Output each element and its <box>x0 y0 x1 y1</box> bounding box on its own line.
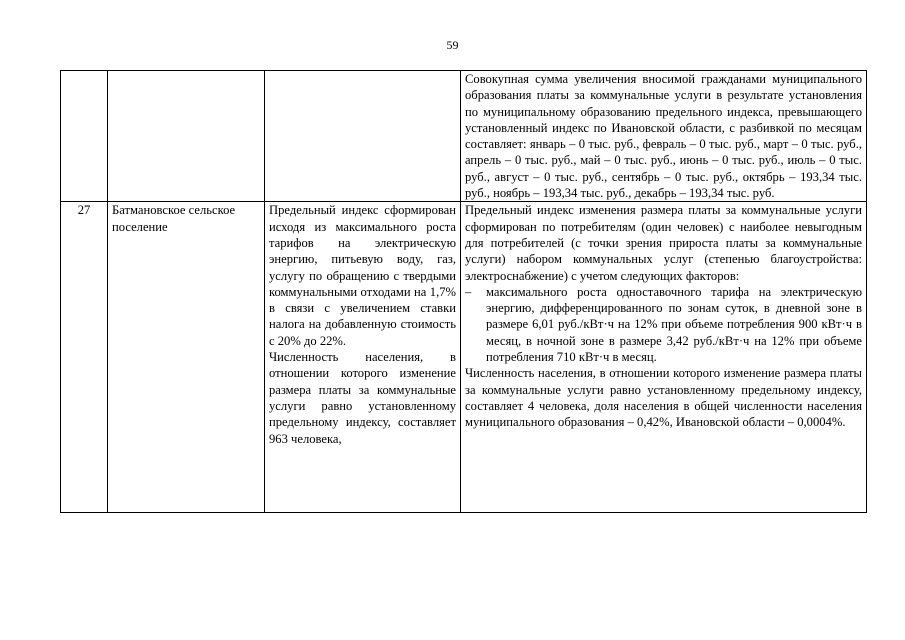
list-item-text: максимального роста одноставочного тарифа на электрическую энергию, дифференцированного по зонам суток, в дневной зоне в размере 6,01 руб./кВт·ч на 12% при объеме потребления 900 кВт·ч в месяц, в ночной зоне в размере 3,42 руб./кВт·ч на 12% при объеме потребления 710 кВт·ч в месяц. <box>486 284 862 365</box>
cell-description <box>461 71 867 202</box>
monthly-increase-paragraph: Совокупная сумма увеличения вносимой гражданами муниципального образования платы за коммунальные услуги в результате установления по муниципальному образованию предельного индекса, превышающего установленный индекс по Ивановской области, с разбивкой по месяцам составляет: январь – 0 тыс. руб., февраль – 0 тыс. руб., март – 0 тыс. руб., апрель – 0 тыс. руб., май – 0 тыс. руб., июнь – 0 тыс. руб., июль – 0 тыс. руб., август – 0 тыс. руб., сентябрь – 0 тыс. руб., октябрь – 193,34 тыс. руб., ноябрь – 193,34 тыс. руб., декабрь – 193,34 тыс. руб. <box>465 72 862 201</box>
page-number: 59 <box>446 38 459 52</box>
list-item <box>465 284 862 365</box>
factors-list <box>465 284 862 365</box>
list-dash: – <box>465 284 472 299</box>
municipal-index-table <box>60 70 867 513</box>
population-paragraph: Численность населения, в отношении которого изменение размера платы за коммунальные услуги равно установленному предельному индексу, составляет 963 человека, <box>269 350 456 446</box>
table-row-27 <box>61 202 867 513</box>
table-row-continuation <box>61 71 867 202</box>
index-basis-paragraph: Предельный индекс сформирован исходя из максимального роста тарифов на электрическую энергию, питьевую воду, газ, услугу по обращению с твердыми коммунальными отходами на 1,7% в связи с увеличением ставки налога на добавленную стоимость с 20% до 22%. <box>269 203 456 348</box>
cell-number-empty <box>61 71 108 202</box>
index-description-cell <box>461 202 867 513</box>
index-basis-cell <box>265 202 461 513</box>
cell-basis-empty <box>265 71 461 202</box>
index-description-paragraph: Предельный индекс изменения размера платы за коммунальные услуги сформирован по потребителям (один человек) с наиболее невыгодным для потребителей (с точки зрения прироста платы за коммунальные услуги) набором коммунальных услуг (степенью благоустройства: электроснабжение) с учетом следующих факторов: <box>465 203 862 283</box>
row-number: 27 <box>61 202 108 513</box>
cell-name-empty <box>108 71 265 202</box>
municipality-name: Батмановское сельское поселение <box>108 202 265 513</box>
population-share-paragraph: Численность населения, в отношении которого изменение размера платы за коммунальные услуги равно установленному предельному индексу, составляет 4 человека, доля населения в общей численности населения муниципального образования – 0,42%, Ивановской области – 0,0004%. <box>465 366 862 430</box>
